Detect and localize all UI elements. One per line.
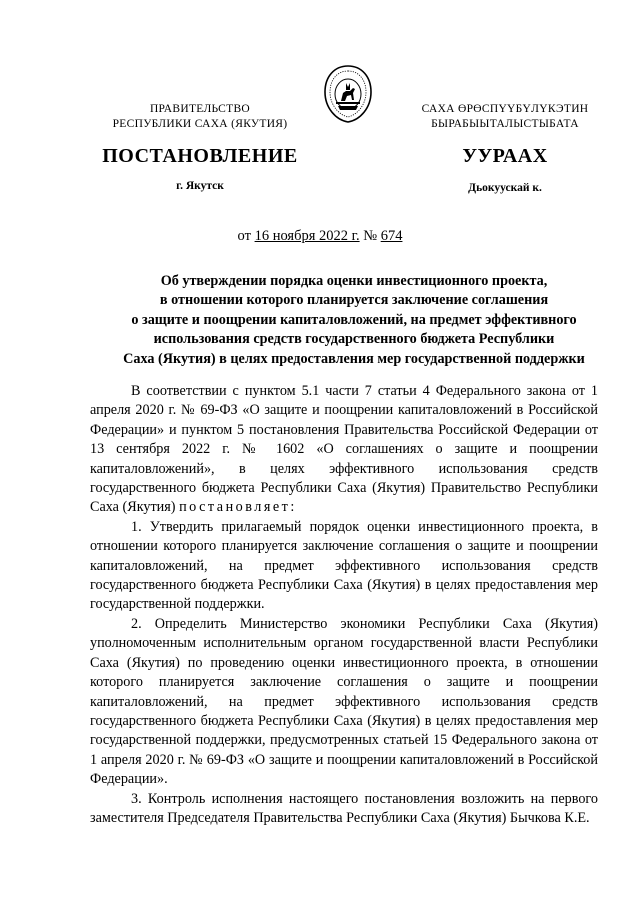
right-org-header [395,102,615,132]
document-body [90,382,598,828]
date-prefix: от [237,228,255,244]
number-sign: № [359,228,381,244]
doc-type-sah: УУРААХ [462,145,548,167]
resolves-word: постановляет: [179,499,297,516]
document-date: 16 ноября 2022 г. [254,228,360,244]
intro-text: В соответствии с пунктом 5.1 части 7 статьи 4 Федерального закона от 1 апреля 2020 г. № 69-ФЗ «О защите и поощрении капиталовложений в Российской Федерации» и пунктом 5 постановления Правительства Российской Федерации от 13 сентября 2022 г. № 1602 «О соглашениях о защите и поощрении капиталовложений», в целях эффективного использования средств государственного бюджета Республики Саха (Якутия) Правительство Республики Саха (Якутия) [90,383,598,516]
title-line-1: Об утверждении порядка оценки инвестиционного проекта, [160,273,548,289]
item-2: 2. Определить Министерство экономики Республики Саха (Якутия) уполномоченным исполнительным органом государственной власти Республики Саха (Якутия) по проведению оценки инвестиционного проекта, в отношении которого планируется заключение соглашения о защите и поощрении капиталовложений, на предмет эффективного использования средств государственного бюджета Республики Саха (Якутия) в целях предоставления мер государственной поддержки, предусмотренных статьей 15 Федерального закона от 1 апреля 2020 г. № 69-ФЗ «О защите и поощрении капиталовложений в Российской Федерации». [90,615,598,788]
city-sah: Дьокуускай к. [468,182,542,194]
document-number: 674 [380,228,403,244]
title-line-3: о защите и поощрении капиталовложений, на предмет эффективного [131,311,577,328]
left-org-line-1: ПРАВИТЕЛЬСТВО [149,103,251,115]
right-org-line-2: БЫРАБЫЫТАЛЫСТЫБАТА [431,118,579,130]
title-line-4: использования средств государственного бюджета Республики [153,331,555,348]
intro-paragraph [90,382,598,518]
right-org-line-1: САХА ӨРӨСПҮҮБҮЛҮКЭТИН [421,103,589,115]
document-title [90,272,618,369]
document-number-line [0,228,640,245]
city-ru: г. Якутск [176,180,224,192]
coat-of-arms-icon [322,64,374,124]
doc-type-ru: ПОСТАНОВЛЕНИЕ [102,145,298,167]
title-line-5: Саха (Якутия) в целях предоставления мер государственной поддержки [123,350,585,367]
item-3: 3. Контроль исполнения настоящего постановления возложить на первого заместителя Председателя Правительства Республики Саха (Якутия) Бычкова К.Е. [90,790,598,826]
item-1: 1. Утвердить прилагаемый порядок оценки инвестиционного проекта, в отношении которого планируется заключение соглашения о защите и поощрении капиталовложений, на предмет эффективного использования средств государственного бюджета Республики Саха (Якутия) в целях предоставления мер государственной поддержки. [90,518,598,613]
left-org-line-2: РЕСПУБЛИКИ САХА (ЯКУТИЯ) [112,118,288,130]
left-org-header [90,102,310,132]
title-line-2: в отношении которого планируется заключение соглашения [159,292,549,309]
